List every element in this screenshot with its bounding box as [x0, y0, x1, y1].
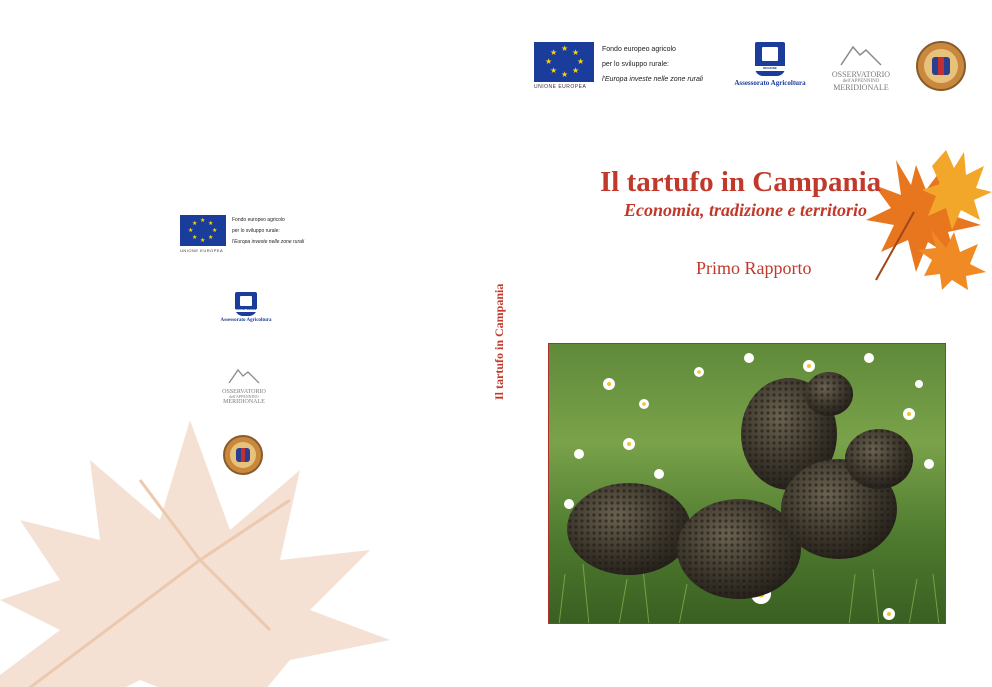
eu-funding-block [180, 215, 305, 253]
eu-flag-icon: ★ ★ ★ ★ ★ ★ ★ ★ [534, 42, 594, 82]
eu-text-line1: Fondo europeo agricolo [232, 217, 285, 223]
eu-text-line3: l'Europa investe nelle zone rurali [602, 76, 703, 83]
cover-subtitle: Economia, tradizione e territorio [624, 200, 868, 220]
mountain-icon [839, 42, 883, 66]
campania-logo-front [720, 42, 820, 87]
truffle-photo [548, 343, 946, 624]
campania-label: Assessorato Agricoltura [734, 79, 806, 87]
osservatorio-line1: OSSERVATORIO [222, 389, 266, 395]
osservatorio-line2: dell'APPENNINO [842, 79, 880, 84]
front-cover [520, 0, 992, 687]
osservatorio-logo [218, 366, 270, 405]
eu-caption: UNIONE EUROPEA [180, 248, 224, 253]
osservatorio-logo-front [830, 42, 892, 92]
spine-title: Il tartufo in Campania [492, 283, 506, 400]
osservatorio-line2: dell'APPENNINO [229, 394, 259, 399]
shield-icon: REGIONE CAMPANIA [755, 42, 785, 76]
spine [480, 0, 520, 687]
maple-leaf-watermark-icon [0, 300, 460, 687]
eu-text-line2: per lo sviluppo rurale: [232, 228, 280, 234]
eu-funding-block-front [534, 42, 703, 90]
osservatorio-line3: MERIDIONALE [223, 399, 265, 405]
eu-text-line3: l'Europa investe nelle zone rurali [232, 239, 305, 245]
maple-leaf-icon [856, 140, 992, 290]
university-seal-icon [916, 41, 966, 91]
truffle-photo-illustration [549, 344, 946, 624]
cover-title: Il tartufo in Campania [600, 166, 882, 198]
mountain-icon [227, 366, 261, 384]
campania-label: Assessorato Agricoltura [220, 318, 272, 323]
eu-flag-icon: ★ ★ ★ ★ ★ ★ ★ ★ [180, 215, 226, 246]
university-seal-icon [223, 435, 263, 475]
eu-caption: UNIONE EUROPEA [534, 84, 587, 90]
shield-icon: REGIONE CAMPANIA [235, 292, 257, 316]
eu-text-line1: Fondo europeo agricolo [602, 46, 676, 53]
osservatorio-line1: OSSERVATORIO [831, 70, 891, 79]
campania-logo [210, 292, 282, 323]
osservatorio-line3: MERIDIONALE [833, 83, 889, 92]
report-label: Primo Rapporto [696, 258, 812, 278]
back-cover [0, 0, 480, 687]
eu-text-line2: per lo sviluppo rurale: [602, 61, 669, 68]
